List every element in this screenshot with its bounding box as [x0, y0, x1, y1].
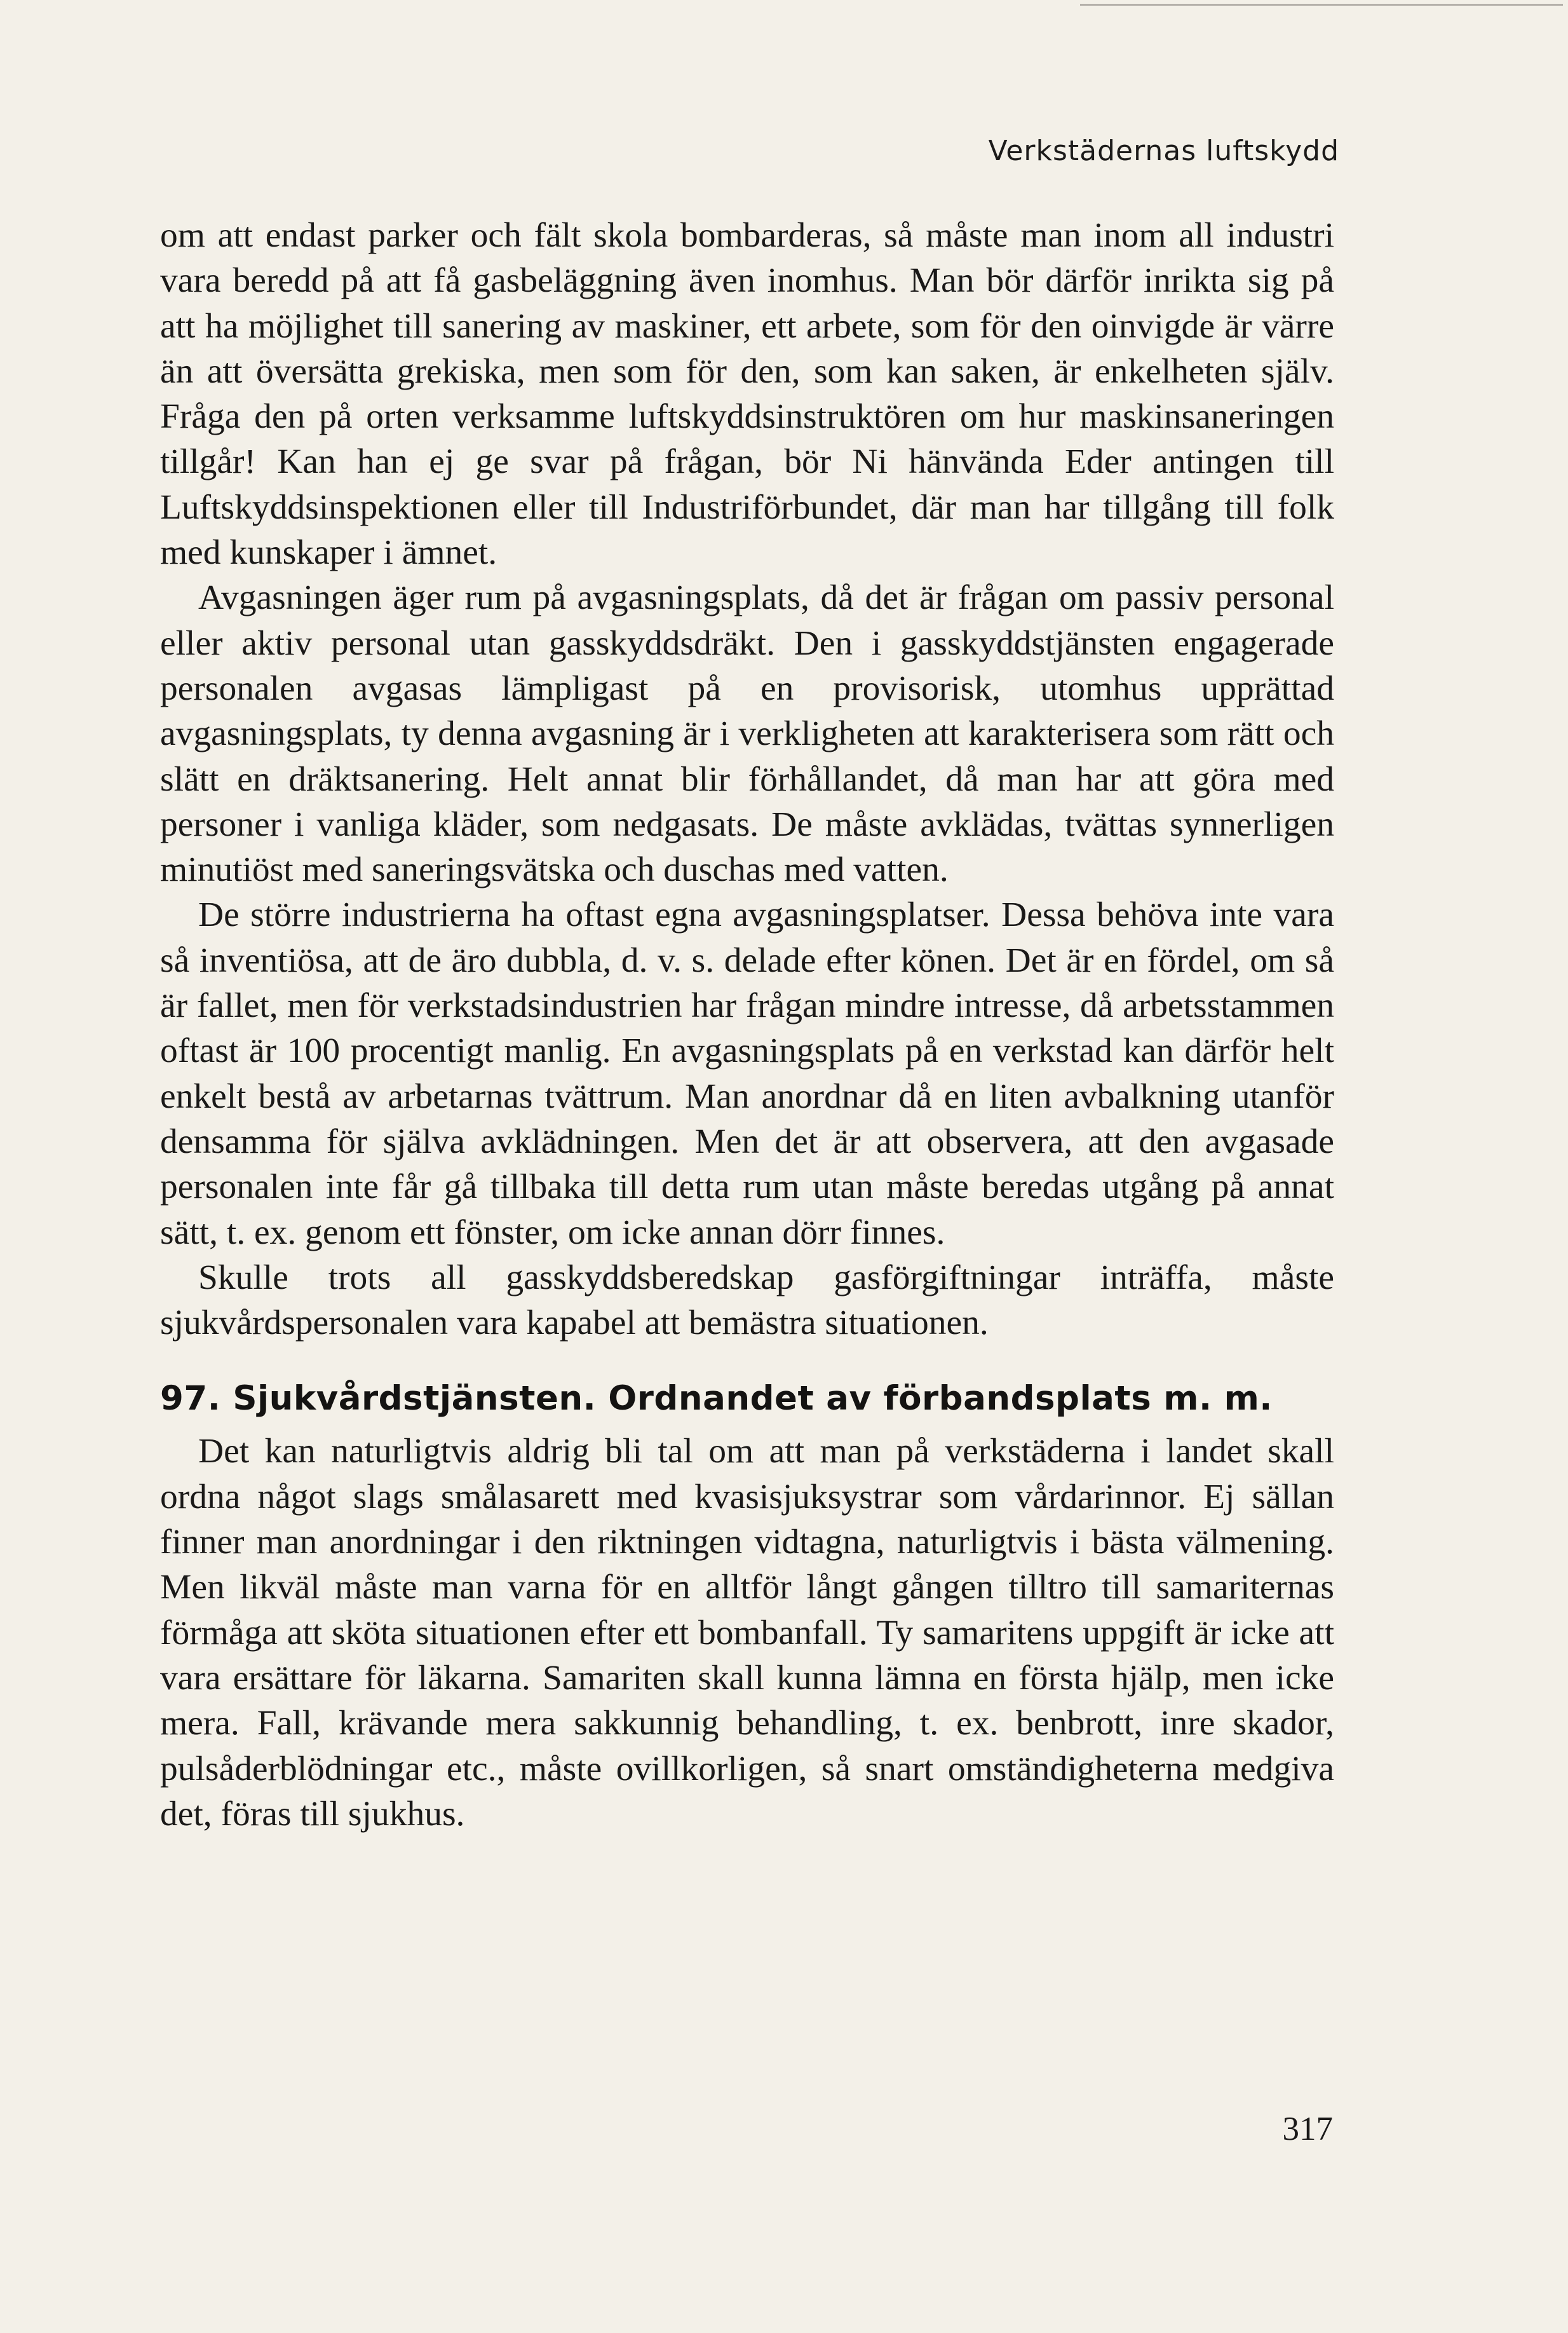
body-text — [160, 213, 1334, 1837]
running-head: Verkstädernas luftskydd — [988, 135, 1339, 167]
section-paragraph: Det kan naturligtvis aldrig bli tal om att man på verkstäderna i landet skall ordna något slags smålasarett med kvasisjuksystrar som vårdarinnor. Ej sällan finner man anordningar i den riktningen vidtagna, naturligtvis i bästa välmening. Men likväl måste man varna för en alltför långt gången tilltro till samariternas förmåga att sköta situationen efter ett bombanfall. Ty samaritens uppgift är icke att vara ersättare för läkarna. Samariten skall kunna lämna en första hjälp, men icke mera. Fall, krävande mera sakkunnig behandling, t. ex. benbrott, inre skador, pulsåderblödningar etc., måste ovillkorligen, så snart omständigheterna medgiva det, föras till sjukhus. — [160, 1432, 1334, 1833]
paragraph-1: om att endast parker och fält skola bombarderas, så måste man inom all industri vara beredd på att få gasbeläggning även inomhus. Man bör därför inrikta sig på att ha möjlighet till sanering av maskiner, ett arbete, som för den oinvigde är värre än att översätta grekiska, men som för den, som kan saken, är enkelheten själv. Fråga den på orten verksamme luftskyddsinstruktören om hur maskinsaneringen tillgår! Kan han ej ge svar på frågan, bör Ni hänvända Eder antingen till Luftskyddsinspektionen eller till Industriförbundet, där man har tillgång till folk med kunskaper i ämnet. — [160, 216, 1334, 573]
paragraph-2: Avgasningen äger rum på avgasningsplats, då det är frågan om passiv personal eller aktiv personal utan gasskyddsdräkt. Den i gasskyddstjänsten engagerade personalen avgasas lämpligast på en provisorisk, utomhus upprättad avgasningsplats, ty denna avgasning är i verkligheten att karakterisera som rätt och slätt en dräktsanering. Helt annat blir förhållandet, då man har att göra med personer i vanliga kläder, som nedgasats. De måste avklädas, tvättas synnerligen minutiöst med saneringsvätska och duschas med vatten. — [160, 578, 1334, 890]
page-number: 317 — [1282, 2111, 1333, 2147]
paragraph-4: Skulle trots all gasskyddsberedskap gasförgiftningar inträffa, måste sjukvårdspersonalen vara kapabel att bemästra situationen. — [160, 1258, 1334, 1343]
paragraph-3: De större industrierna ha oftast egna avgasningsplatser. Dessa behöva inte vara så inventiösa, att de äro dubbla, d. v. s. delade efter könen. Det är en fördel, om så är fallet, men för verkstadsindustrien har frågan mindre intresse, då arbetsstammen oftast är 100 procentigt manlig. En avgasningsplats på en verkstad kan därför helt enkelt bestå av arbetarnas tvättrum. Man anordnar då en liten avbalkning utanför densamma för själva avklädningen. Men det är att observera, att den avgasade personalen inte får gå tillbaka till detta rum utan måste beredas utgång på annat sätt, t. ex. genom ett fönster, om icke annan dörr finnes. — [160, 895, 1334, 1252]
section-heading: 97. Sjukvårdstjänsten. Ordnandet av förbandsplats m. m. — [160, 1379, 1273, 1418]
top-edge-rule — [1080, 4, 1563, 6]
